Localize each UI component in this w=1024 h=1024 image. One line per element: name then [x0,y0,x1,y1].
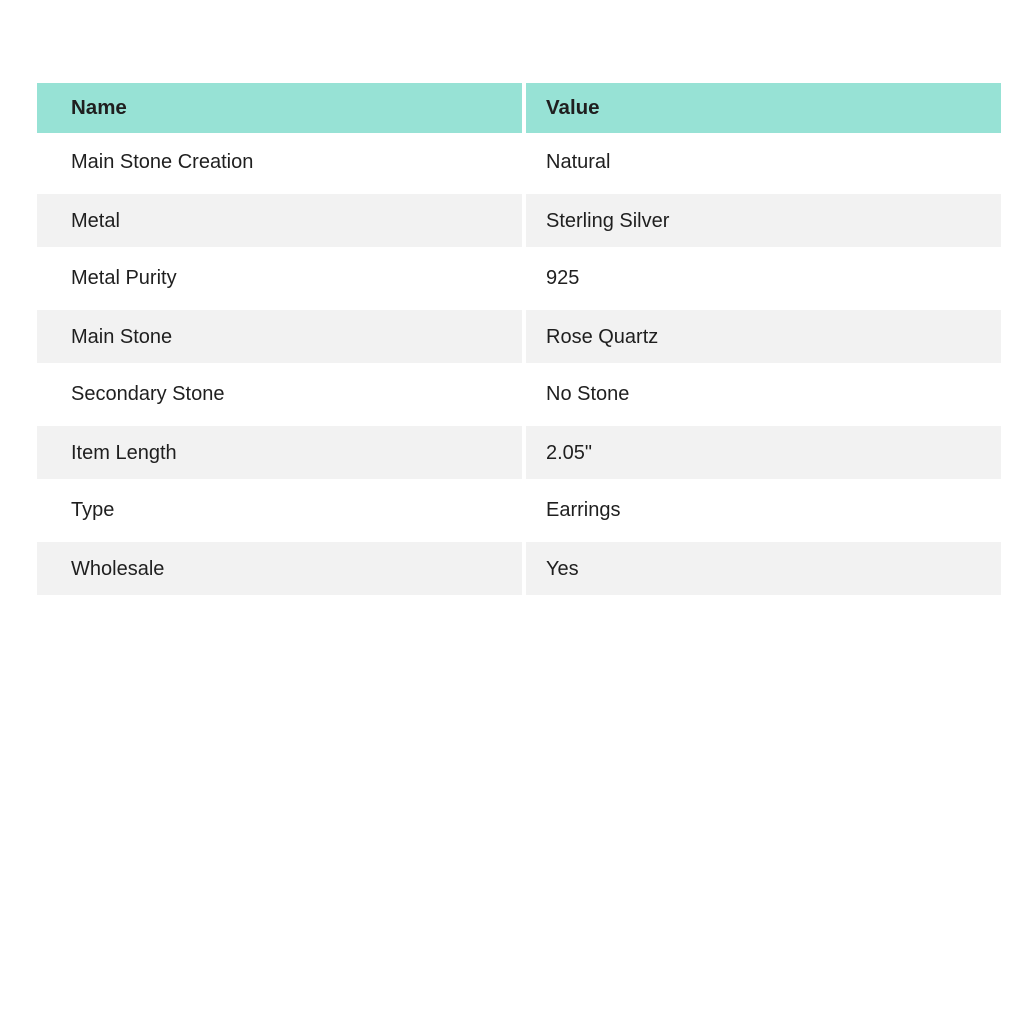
header-cell-value: Value [526,83,1001,133]
attribute-name-cell: Secondary Stone [37,365,526,423]
attribute-value-cell: Earrings [546,499,621,521]
table-row [37,249,1001,307]
attribute-value-cell: 925 [546,267,580,289]
attribute-name-cell: Metal Purity [37,249,526,307]
table-row [37,191,1001,249]
attribute-name-cell: Item Length [37,426,526,479]
table-row [37,133,1001,191]
product-attributes-table [37,83,1001,597]
attribute-value-cell: Rose Quartz [526,310,1001,363]
attribute-name-cell: Main Stone [37,310,526,363]
table-header-row [37,83,1001,133]
table-row [37,539,1001,597]
table-row [37,423,1001,481]
attribute-value-cell: Yes [526,542,1001,595]
attribute-name-cell: Main Stone Creation [37,133,526,191]
header-cell-name: Name [37,83,526,133]
attribute-name-cell: Wholesale [37,542,526,595]
table-row [37,365,1001,423]
attribute-value-cell: No Stone [546,383,630,405]
attribute-name-cell: Metal [37,194,526,247]
table-body [37,133,1001,597]
attribute-value-cell: 2.05" [526,426,1001,479]
attribute-value-cell: Sterling Silver [526,194,1001,247]
attribute-value-cell: Natural [546,151,611,173]
attribute-name-cell: Type [37,481,526,539]
table-row [37,481,1001,539]
table-row [37,307,1001,365]
